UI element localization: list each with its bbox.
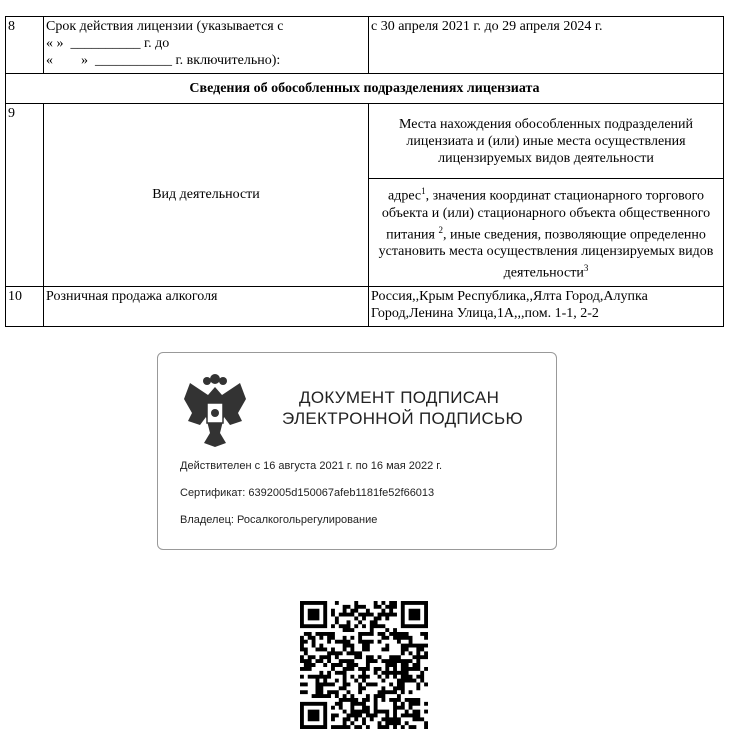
row-number: 8 xyxy=(6,17,44,74)
activity-value: Розничная продажа алкоголя xyxy=(44,286,369,326)
certificate: Сертификат: 6392005d150067afeb1181fe52f66013 xyxy=(180,487,435,499)
license-term-label xyxy=(44,17,369,74)
footnote-3: 3 xyxy=(583,263,589,274)
qr-modules xyxy=(300,601,428,729)
footnote-1: 1 xyxy=(421,186,426,196)
license-table xyxy=(5,16,724,327)
qr-code xyxy=(300,601,428,729)
text: , значения координат стационарного торгового объекта и (или) стационарного объекта общественного питания xyxy=(381,188,711,243)
address-header xyxy=(369,179,724,287)
owner: Владелец: Росалкогольрегулирование xyxy=(180,514,378,526)
title-line: ДОКУМЕНТ ПОДПИСАН xyxy=(299,388,500,407)
text: , иные сведения, позволяющие определенно установить места осуществления лицензируемых видов деятельности xyxy=(378,227,714,281)
section-header: Сведения об обособленных подразделениях лицензиата xyxy=(6,74,724,104)
coat-of-arms-icon xyxy=(180,373,250,449)
e-signature-stamp xyxy=(157,352,557,550)
row-number: 10 xyxy=(6,286,44,326)
row-number: 9 xyxy=(6,104,44,287)
places-header: Места нахождения обособленных подразделений лицензиата и (или) иные места осуществления лицензируемых видов деятельности xyxy=(369,104,724,179)
signature-title xyxy=(282,387,523,429)
address-value: Россия,,Крым Республика,,Ялта Город,Алупка Город,Ленина Улица,1А,,,пом. 1-1, 2-2 xyxy=(369,286,724,326)
table-row-8 xyxy=(6,17,724,74)
label-line: « » __________ г. до xyxy=(46,36,170,51)
table-row-10 xyxy=(6,286,724,326)
text: адрес xyxy=(388,188,422,204)
label-line: « » ___________ г. включительно): xyxy=(46,53,281,68)
label-line: Срок действия лицензии (указывается с xyxy=(46,19,284,34)
validity: Действителен с 16 августа 2021 г. по 16 мая 2022 г. xyxy=(180,460,443,472)
title-line: ЭЛЕКТРОННОЙ ПОДПИСЬЮ xyxy=(282,409,523,428)
footnote-2: 2 xyxy=(438,224,443,235)
license-term-value: с 30 апреля 2021 г. до 29 апреля 2024 г. xyxy=(369,17,724,74)
activity-header: Вид деятельности xyxy=(44,104,369,287)
